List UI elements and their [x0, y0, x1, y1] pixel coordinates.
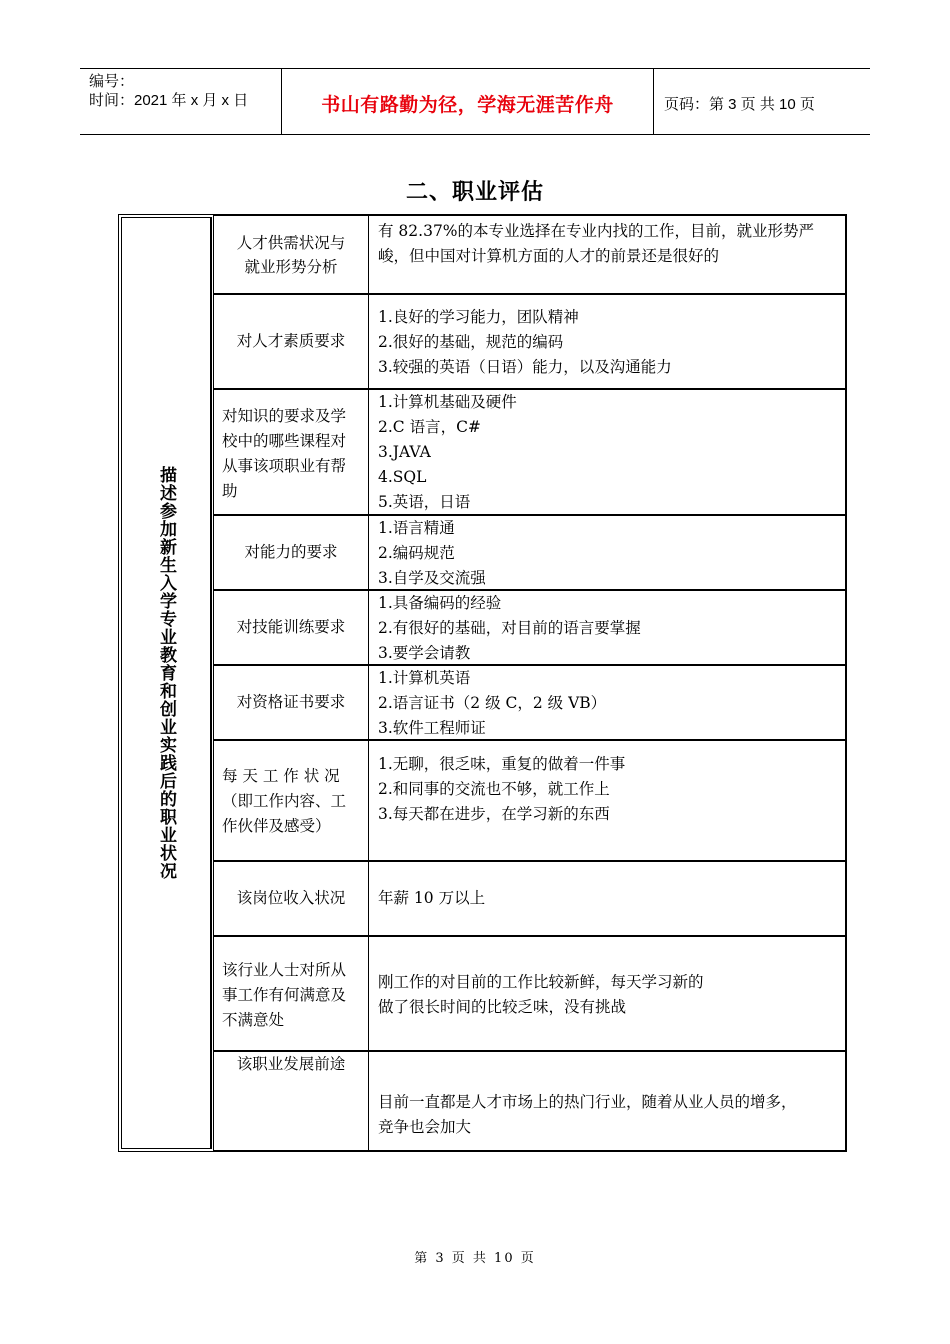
row-content-line: 2.很好的基础，规范的编码	[378, 333, 564, 351]
row-content-line: 1.无聊，很乏味，重复的做着一件事	[378, 755, 626, 773]
row-content-line: 3.自学及交流强	[378, 569, 486, 587]
row-content-line: 3.软件工程师证	[378, 719, 486, 737]
row-label-line: 校中的哪些课程对	[222, 432, 347, 450]
row-label-line: 对技能训练要求	[236, 618, 346, 636]
row-label	[213, 590, 368, 665]
row-content-line: 3.每天都在进步，在学习新的东西	[378, 805, 610, 823]
row-label-line: 每 天 工 作 状 况	[222, 767, 340, 785]
row-label	[213, 294, 368, 389]
side-heading: 描述参加新生入学专业教育和创业实践后的职业状况	[156, 466, 176, 880]
row-content	[368, 590, 846, 665]
row-label	[213, 515, 368, 590]
row-content-line: 3.JAVA	[378, 443, 431, 461]
row-label	[213, 215, 368, 294]
row-label-line: 该行业人士对所从	[222, 961, 347, 979]
header-page-info: 页码：第 3 页 共 10 页	[664, 96, 815, 113]
header-motto: 书山有路勤为径，学海无涯苦作舟	[282, 69, 654, 134]
table-row	[213, 515, 846, 590]
table-row	[213, 861, 846, 936]
row-label	[213, 665, 368, 740]
side-heading-cell	[121, 217, 212, 1149]
row-content-line: 1.计算机基础及硬件	[378, 393, 517, 411]
table-row	[213, 740, 846, 861]
row-content	[368, 294, 846, 389]
row-content-line: 有 82.37%的本专业选择在专业内找的工作，目前，就业形势严	[378, 222, 815, 240]
row-content-line: 2.和同事的交流也不够，就工作上	[378, 780, 610, 798]
page-header	[80, 68, 870, 135]
row-label	[213, 861, 368, 936]
row-label-line: 对人才素质要求	[236, 332, 346, 350]
table-row	[213, 936, 846, 1051]
table-row	[213, 665, 846, 740]
row-label-line: 不满意处	[222, 1011, 285, 1029]
table-row	[213, 590, 846, 665]
row-content-line: 3.较强的英语（日语）能力，以及沟通能力	[378, 358, 672, 376]
row-content	[368, 861, 846, 936]
row-label-line: 事工作有何满意及	[222, 986, 347, 1004]
row-content-line: 竞争也会加大	[378, 1118, 472, 1136]
row-content	[368, 389, 846, 515]
row-content-line: 4.SQL	[378, 468, 427, 486]
row-content-line: 做了很长时间的比较乏味，没有挑战	[378, 998, 627, 1016]
row-content-line: 1.良好的学习能力，团队精神	[378, 308, 579, 326]
table-row	[213, 1051, 846, 1151]
row-label-line: 人才供需状况与	[236, 233, 346, 252]
row-label	[213, 740, 368, 861]
row-label-line: （即工作内容、工	[222, 792, 347, 810]
row-content-line: 年薪 10 万以上	[378, 889, 486, 907]
career-assessment-table	[118, 214, 847, 1152]
row-content	[368, 665, 846, 740]
row-content-line: 2.编码规范	[378, 544, 455, 562]
row-content-line: 刚工作的对目前的工作比较新鲜，每天学习新的	[378, 973, 704, 991]
page-footer: 第 3 页 共 10 页	[414, 1251, 536, 1266]
row-content-line: 2.有很好的基础，对目前的语言要掌握	[378, 619, 641, 637]
row-content	[368, 740, 846, 861]
row-content-line: 1.具备编码的经验	[378, 594, 502, 612]
page-title: 二、职业评估	[405, 180, 544, 205]
row-label-line: 作伙伴及感受）	[222, 817, 331, 835]
row-content	[368, 1051, 846, 1151]
row-label-line: 该岗位收入状况	[236, 889, 346, 907]
row-content-line: 3.要学会请教	[378, 644, 471, 662]
row-content-line: 1.计算机英语	[378, 669, 471, 687]
row-content-line: 目前一直都是人才市场上的热门行业，随着从业人员的增多，	[378, 1093, 797, 1111]
row-label-line: 对知识的要求及学	[222, 407, 347, 425]
row-label-line: 助	[222, 482, 238, 500]
table-row	[213, 389, 846, 515]
row-content	[368, 515, 846, 590]
serial-number-label: 编号：	[89, 73, 135, 90]
row-content	[368, 215, 846, 294]
row-content-line: 峻，但中国对计算机方面的人才的前景还是很好的	[378, 247, 720, 265]
row-label	[213, 936, 368, 1051]
row-label-line: 对能力的要求	[244, 543, 338, 561]
row-content-line: 5.英语，日语	[378, 493, 471, 511]
row-label-line: 对资格证书要求	[236, 693, 346, 711]
row-content-line: 2.C 语言，C#	[378, 418, 481, 436]
table-row	[213, 294, 846, 389]
row-content-line: 2.语言证书（2 级 C，2 级 VB）	[378, 694, 607, 712]
row-label-line: 就业形势分析	[244, 257, 338, 276]
row-label-line: 从事该项职业有帮	[222, 457, 347, 475]
row-label-line: 该职业发展前途	[236, 1055, 346, 1073]
header-meta	[80, 69, 282, 134]
date-label: 时间：2021 年 x 月 x 日	[89, 92, 249, 109]
row-content-line: 1.语言精通	[378, 519, 455, 537]
row-label	[213, 389, 368, 515]
table-row	[213, 215, 846, 294]
row-label	[213, 1051, 368, 1151]
row-content	[368, 936, 846, 1051]
